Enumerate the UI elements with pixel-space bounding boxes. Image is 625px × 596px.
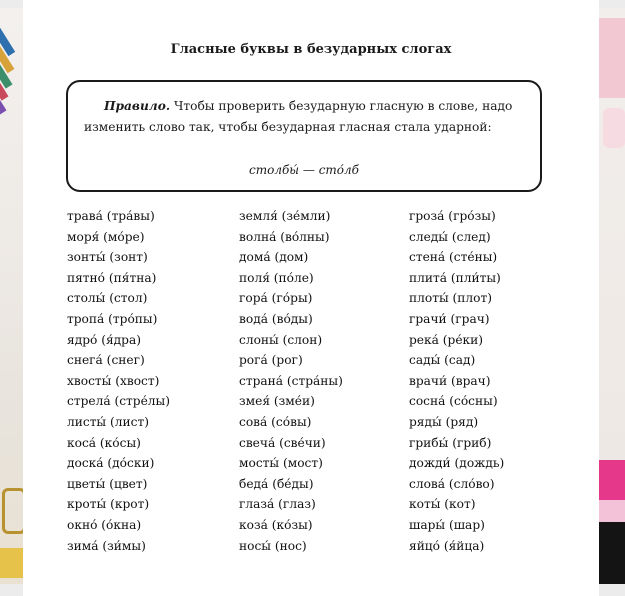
marker-decoration: [599, 500, 625, 522]
word-pair: глаза́ (глаз): [239, 497, 316, 512]
word-column-2: [239, 206, 409, 556]
word-pair: столы́ (стол): [67, 291, 148, 306]
pink-object-decoration: [603, 108, 625, 148]
word-pair: мосты́ (мост): [239, 456, 323, 471]
word-pair: рога́ (рог): [239, 353, 303, 368]
word-pair: цветы́ (цвет): [67, 476, 148, 491]
word-pair: земля́ (зе́мли): [239, 209, 331, 223]
word-pair: грачи́ (грач): [409, 311, 490, 326]
word-pair: коза́ (ко́зы): [239, 517, 313, 532]
word-pair: стена́ (сте́ны): [409, 250, 498, 265]
page-title: Гласные буквы в безударных слогах: [170, 42, 452, 57]
word-pair: врачи́ (врач): [409, 373, 491, 388]
word-pair: ядро́ (я́дра): [67, 332, 141, 347]
word-pair: коты́ (кот): [409, 497, 476, 512]
word-pair: змея́ (зме́и): [239, 394, 315, 409]
word-list: [67, 206, 587, 556]
rule-example: столбы́ — сто́лб: [249, 163, 359, 177]
word-pair: дожди́ (дождь): [409, 456, 505, 471]
word-pair: пятно́ (пя́тна): [67, 270, 157, 285]
word-pair: гора́ (го́ры): [239, 291, 313, 306]
word-pair: яйцо́ (я́йца): [409, 538, 485, 553]
word-pair: вода́ (во́ды): [239, 311, 313, 326]
rule-label: Правило.: [104, 99, 171, 113]
word-pair: коса́ (ко́сы): [67, 435, 141, 450]
word-pair: грибы́ (гриб): [409, 435, 492, 450]
word-pair: страна́ (стра́ны): [239, 373, 343, 388]
word-pair: плита́ (пли́ты): [409, 270, 501, 285]
word-pair: кроты́ (крот): [67, 497, 150, 512]
word-column-3: [409, 206, 579, 556]
word-pair: моря́ (мо́ре): [67, 229, 145, 244]
rule-text: Чтобы проверить безударную гласную в слове, надо изменить слово так, чтобы безударная гласная стала ударной:: [84, 99, 513, 134]
word-pair: слова́ (сло́во): [409, 476, 495, 491]
word-pair: гроза́ (гро́зы): [409, 209, 496, 223]
word-column-1: [67, 206, 239, 556]
pink-object-decoration: [599, 18, 625, 98]
marker-decoration: [599, 460, 625, 500]
word-pair: дома́ (дом): [239, 250, 309, 265]
word-pair: трава́ (тра́вы): [67, 209, 155, 223]
word-pair: снега́ (снег): [67, 353, 145, 368]
word-pair: сосна́ (со́сны): [409, 394, 498, 409]
word-pair: доска́ (до́ски): [67, 456, 155, 471]
word-pair: хвосты́ (хвост): [67, 373, 160, 388]
word-pair: беда́ (бе́ды): [239, 476, 314, 491]
binder-clip-decoration: [2, 488, 23, 534]
left-photo-strip: [0, 8, 23, 584]
word-pair: шары́ (шар): [409, 517, 485, 532]
ruler-decoration: [0, 548, 23, 578]
word-pair: сады́ (сад): [409, 353, 476, 368]
word-pair: тропа́ (тро́пы): [67, 311, 158, 326]
word-pair: носы́ (нос): [239, 538, 307, 553]
word-pair: стрела́ (стре́лы): [67, 394, 170, 409]
word-pair: сова́ (со́вы): [239, 414, 312, 429]
right-photo-strip: [599, 8, 625, 584]
dark-object-decoration: [599, 522, 625, 584]
word-pair: поля́ (по́ле): [239, 270, 314, 285]
word-pair: листы́ (лист): [67, 414, 149, 429]
word-pair: ряды́ (ряд): [409, 414, 479, 429]
word-pair: плоты́ (плот): [409, 291, 492, 306]
rule-box: [66, 80, 542, 192]
word-pair: окно́ (о́кна): [67, 517, 142, 532]
word-pair: река́ (ре́ки): [409, 332, 484, 347]
word-pair: волна́ (во́лны): [239, 229, 330, 244]
word-pair: зонты́ (зонт): [67, 250, 148, 265]
word-pair: следы́ (след): [409, 229, 491, 244]
word-pair: свеча́ (све́чи): [239, 435, 326, 450]
word-pair: зима́ (зи́мы): [67, 538, 146, 553]
word-pair: слоны́ (слон): [239, 332, 323, 347]
document-page: [23, 0, 599, 596]
